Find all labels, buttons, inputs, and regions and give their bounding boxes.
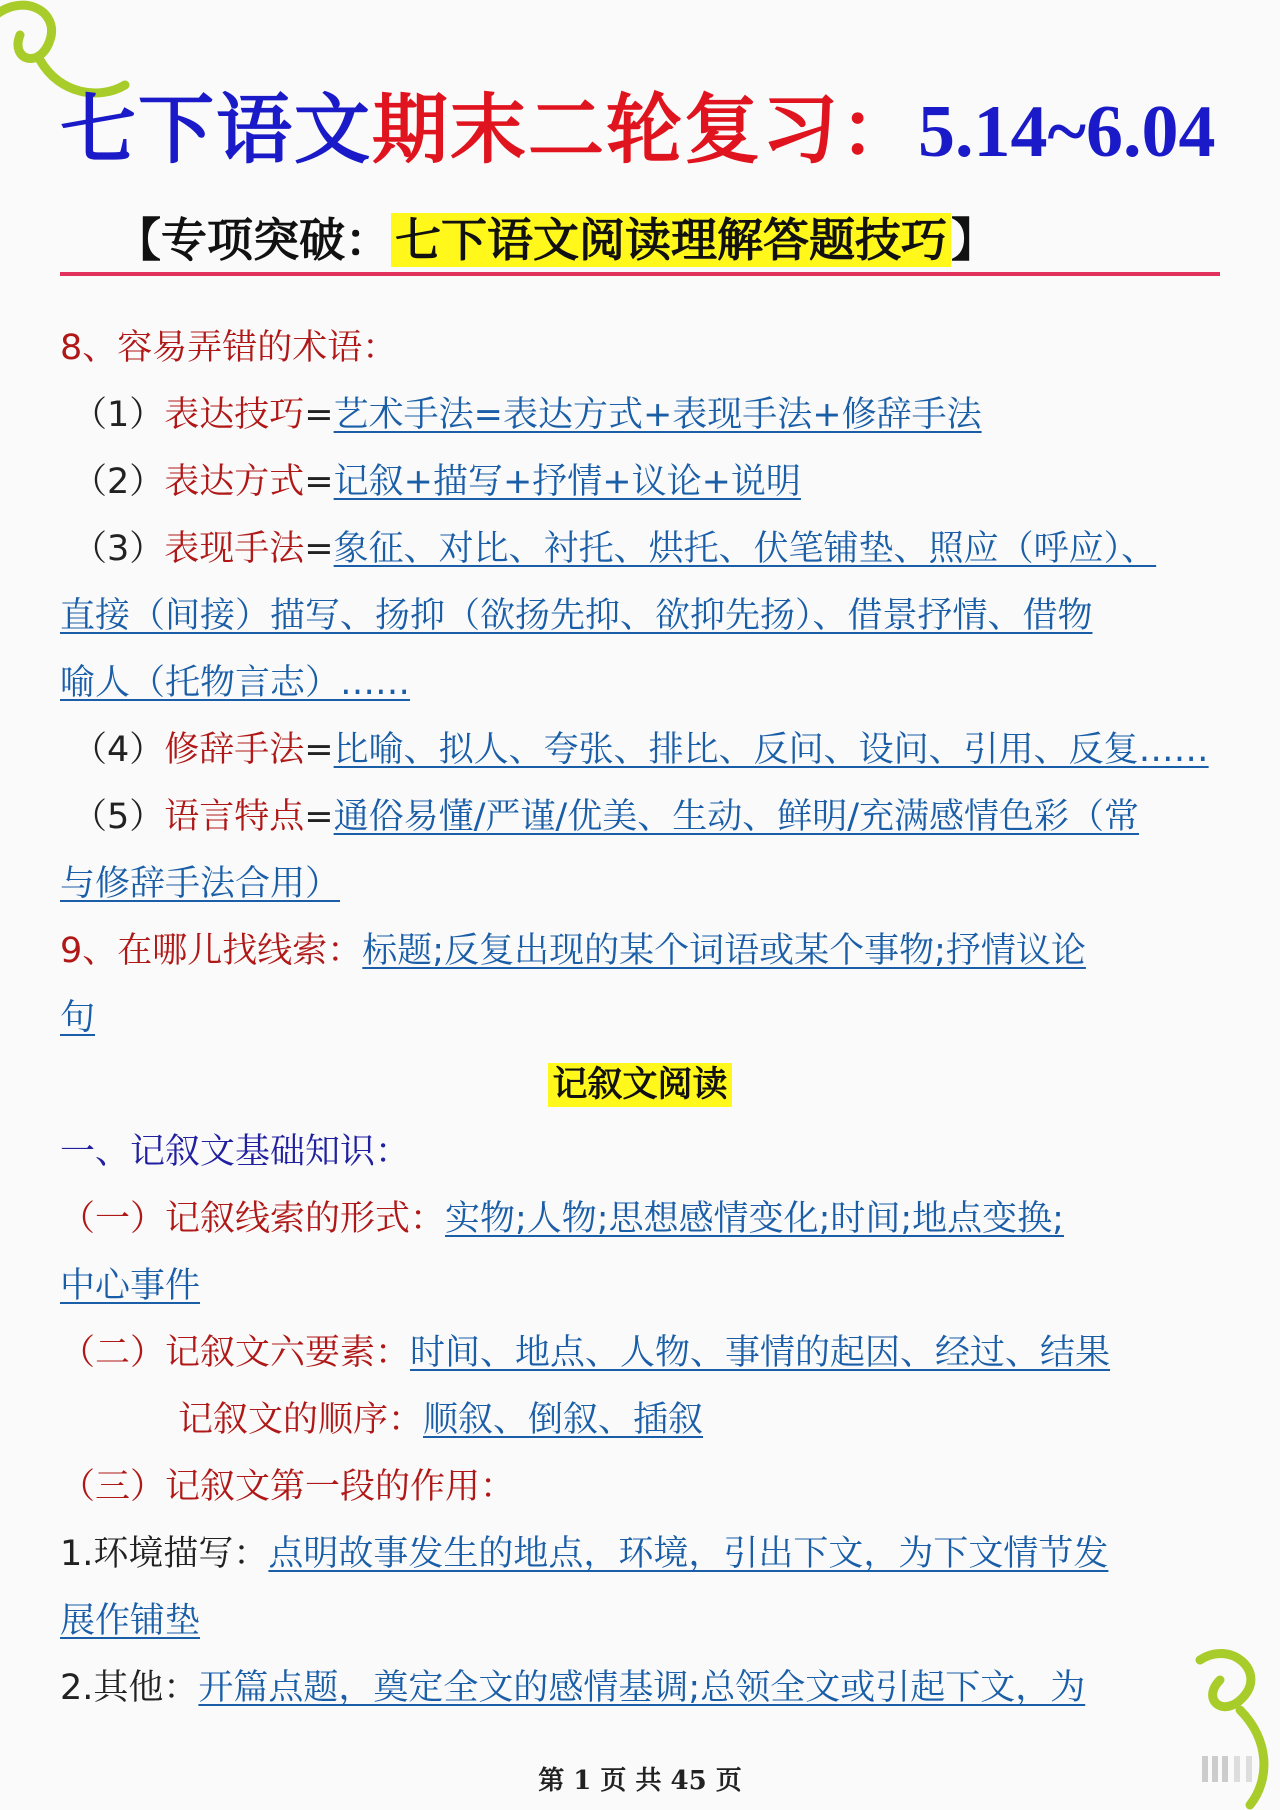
term-definition: 记叙+描写+抒情+议论+说明 [333,462,801,502]
term-label: 语言特点 [164,797,305,837]
narrative-order: 记叙文的顺序：顺叙、倒叙、插叙 [178,1400,704,1440]
page-number: 第 1 页 共 45 页 [538,1766,742,1796]
section-8-heading: 8、容易弄错的术语： [60,328,398,368]
term-item-2: （2）表达方式=记叙+描写+抒情+议论+说明 [72,462,801,502]
term-definition: 通俗易懂/严谨/优美、生动、鲜明/充满感情色彩（常 [333,797,1140,837]
term-definition: 艺术手法=表达方式+表现手法+修辞手法 [333,395,982,435]
title-divider [60,272,1220,276]
subtitle-close: 】 [951,213,997,267]
term-label: 表达技巧 [164,395,305,435]
term-item-3: （3）表现手法=象征、对比、衬托、烘托、伏笔铺垫、照应（呼应）、 [72,529,1157,569]
clue-forms-cont: 中心事件 [60,1266,201,1306]
title-part1: 七下语文 [60,85,372,174]
term-label: 修辞手法 [164,730,305,770]
title-date: 5.14~6.04 [918,91,1216,173]
term-definition: 象征、对比、衬托、烘托、伏笔铺垫、照应（呼应）、 [333,529,1157,569]
page-subtitle [115,200,997,280]
first-paragraph-role-heading: （三）记叙文第一段的作用： [60,1467,516,1507]
title-part2: 期末二轮复习： [372,85,918,174]
subtitle-open: 【专项突破： [115,213,391,267]
term-label: 表达方式 [164,462,305,502]
term-item-5-cont: 与修辞手法合用） [60,864,341,904]
section-9-heading: 9、在哪儿找线索： [60,931,363,971]
clue-forms: （一）记叙线索的形式：实物;人物;思想感情变化;时间;地点变换; [60,1199,1064,1239]
section-9-definition: 标题;反复出现的某个词语或某个事物;抒情议论 [362,931,1086,971]
term-item-3-cont1: 直接（间接）描写、扬抑（欲扬先抑、欲抑先扬）、借景抒情、借物 [60,596,1093,636]
environment-description-cont: 展作铺垫 [60,1601,201,1641]
watermark-icon [1200,1748,1270,1788]
term-item-3-cont2: 喻人（托物言志）…… [60,663,411,703]
term-item-5: （5）语言特点=通俗易懂/严谨/优美、生动、鲜明/充满感情色彩（常 [72,797,1140,837]
section-9-cont: 句 [60,998,96,1038]
page-title [60,85,1220,175]
subtitle-highlight: 七下语文阅读理解答题技巧 [391,213,951,267]
section-9 [60,918,1220,985]
six-elements: （二）记叙文六要素：时间、地点、人物、事情的起因、经过、结果 [60,1333,1111,1373]
document-body [60,315,1220,1722]
environment-description: 1.环境描写：点明故事发生的地点，环境，引出下文，为下文情节发 [60,1534,1109,1574]
term-item-1: （1）表达技巧=艺术手法=表达方式+表现手法+修辞手法 [72,395,982,435]
term-definition: 比喻、拟人、夸张、排比、反问、设问、引用、反复…… [333,730,1209,770]
term-label: 表现手法 [164,529,305,569]
part-1-heading: 一、记叙文基础知识： [60,1132,411,1172]
other-roles: 2.其他：开篇点题，奠定全文的感情基调;总领全文或引起下文，为 [60,1668,1086,1708]
narrative-reading-heading: 记叙文阅读 [60,1052,1220,1119]
term-item-4: （4）修辞手法=比喻、拟人、夸张、排比、反问、设问、引用、反复…… [72,730,1209,770]
